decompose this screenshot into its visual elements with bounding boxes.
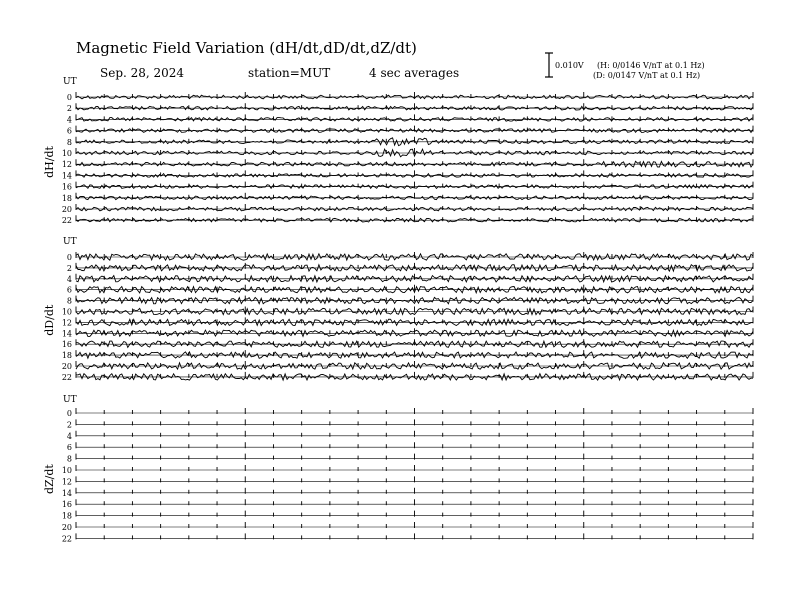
hour-label: 0 [66,409,72,418]
scale-d-sensitivity: (D: 0/0147 V/nT at 0.1 Hz) [593,71,701,80]
hour-label: 4 [66,431,72,441]
hour-label: 14 [61,329,72,339]
hour-label: 6 [66,285,72,295]
hour-label: 6 [66,126,72,136]
hour-label: 16 [61,500,72,510]
hour-label: 16 [61,182,72,192]
component-label: dH/dt [43,146,56,178]
hour-label: 2 [66,420,72,430]
hour-label: 4 [66,115,72,125]
hour-label: 14 [61,488,72,498]
hour-label: 22 [61,534,72,544]
panel-dH-dt [43,77,753,225]
hour-label: 10 [61,149,72,158]
hour-label: 20 [61,205,72,214]
hour-label: 18 [61,193,72,203]
ut-label: UT [63,237,77,247]
hour-label: 0 [66,93,72,102]
hour-label: 0 [66,253,72,262]
hour-label: 6 [66,443,72,453]
hour-label: 8 [66,296,72,306]
hour-label: 16 [61,340,72,350]
panel-dZ-dt [43,395,753,543]
hour-label: 12 [61,160,72,170]
panel-dD-dt [43,237,753,382]
hour-label: 8 [66,137,72,147]
hour-label: 14 [61,171,72,181]
hour-label: 4 [66,274,72,284]
hour-label: 20 [61,362,72,371]
hour-label: 20 [61,523,72,532]
hour-label: 2 [66,104,72,114]
component-label: dZ/dt [43,464,56,495]
station-label: station=MUT [248,66,331,80]
ut-label: UT [63,77,77,87]
hour-label: 8 [66,454,72,464]
hour-label: 12 [61,477,72,487]
hour-label: 22 [61,372,72,382]
hour-label: 18 [61,511,72,521]
scale-h-sensitivity: (H: 0/0146 V/nT at 0.1 Hz) [597,61,705,70]
ut-label: UT [63,395,77,405]
hour-label: 22 [61,216,72,226]
scale-value: 0.010V [555,61,584,70]
hour-label: 12 [61,318,72,328]
hour-label: 10 [61,466,72,475]
component-label: dD/dt [43,304,56,336]
hour-label: 2 [66,263,72,273]
chart-title: Magnetic Field Variation (dH/dt,dD/dt,dZ/dt) [76,39,417,57]
averaging-label: 4 sec averages [369,66,460,80]
hour-label: 18 [61,351,72,361]
hour-label: 10 [61,307,72,317]
date-label: Sep. 28, 2024 [100,66,185,80]
scale-bar [545,53,553,77]
